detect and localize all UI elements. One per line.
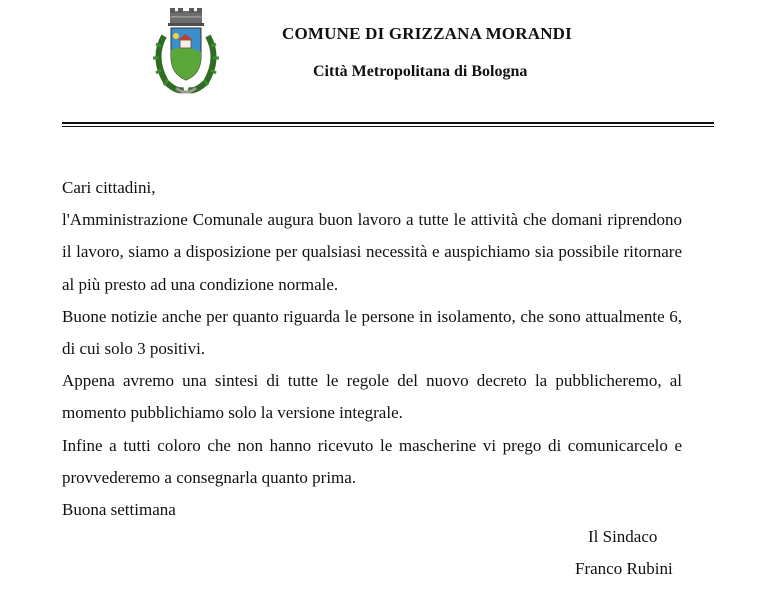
municipality-title: COMUNE DI GRIZZANA MORANDI	[282, 24, 572, 43]
header-divider-thin	[62, 126, 714, 127]
coat-of-arms-icon	[150, 6, 222, 98]
signature-role: Il Sindaco	[588, 527, 658, 546]
letter-closing: Buona settimana	[62, 500, 176, 520]
metropolitan-city-subtitle: Città Metropolitana di Bologna	[313, 63, 528, 80]
signature-name: Franco Rubini	[575, 559, 673, 578]
letter-greeting: Cari cittadini,	[62, 178, 156, 197]
letter-paragraph-4: Infine a tutti coloro che non hanno ricevuto le mascherine vi prego di comunicarcelo e provvederemo a consegnarla quanto prima.	[62, 435, 682, 487]
letter-paragraph-1: l'Amministrazione Comunale augura buon lavoro a tutte le attività che domani riprendono il lavoro, siamo a disposizione per qualsiasi necessità e auspichiamo sia possibile ritornare al più presto ad una condizione normale.	[62, 210, 682, 294]
letter-paragraph-3: Appena avremo una sintesi di tutte le regole del nuovo decreto la pubblicheremo, al momento pubblichiamo solo la versione integrale.	[62, 371, 682, 423]
letter-body	[62, 172, 682, 526]
letter-paragraph-2: Buone notizie anche per quanto riguarda le persone in isolamento, che sono attualmente 6, di cui solo 3 positivi.	[62, 306, 682, 359]
header-divider-thick	[62, 122, 714, 124]
